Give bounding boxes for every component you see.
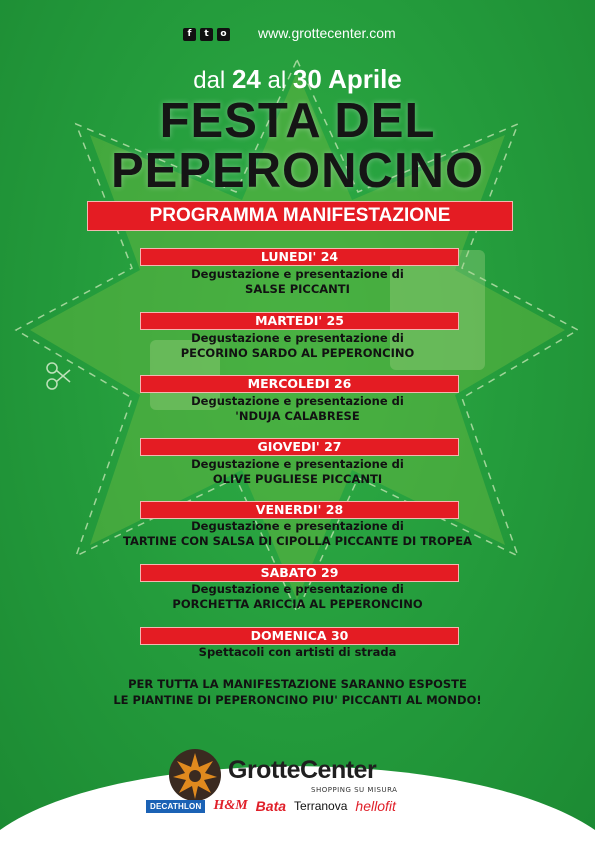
schedule-description: Degustazione e presentazione di bbox=[191, 267, 404, 281]
grottecenter-logo-icon bbox=[168, 748, 222, 802]
store-logos bbox=[146, 798, 396, 814]
date-end: 30 Aprile bbox=[292, 64, 402, 94]
schedule-product: SALSE PICCANTI bbox=[245, 282, 350, 296]
facebook-icon[interactable]: f bbox=[183, 28, 196, 41]
schedule-description: Degustazione e presentazione di bbox=[191, 582, 404, 596]
day-bar-domenica: DOMENICA 30 bbox=[140, 627, 459, 645]
schedule-product: PECORINO SARDO AL PEPERONCINO bbox=[180, 346, 415, 360]
schedule-product: 'NDUJA CALABRESE bbox=[235, 409, 360, 423]
schedule-description: Spettacoli con artisti di strada bbox=[198, 645, 397, 659]
footer-note-line1: PER TUTTA LA MANIFESTAZIONE SARANNO ESPOSTE bbox=[128, 677, 467, 691]
date-start: 24 bbox=[231, 64, 261, 94]
day-bar-sabato: SABATO 29 bbox=[140, 564, 459, 582]
brand-tagline: SHOPPING SU MISURA bbox=[311, 786, 398, 794]
day-bar-giovedi: GIOVEDI' 27 bbox=[140, 438, 459, 456]
dates-middle: al bbox=[267, 67, 287, 94]
hm-logo: H&M bbox=[213, 798, 248, 813]
website-link[interactable]: www.grottecenter.com bbox=[258, 25, 396, 41]
event-title-line2: PEPERONCINO bbox=[110, 144, 485, 198]
schedule-description: Degustazione e presentazione di bbox=[191, 331, 404, 345]
instagram-icon[interactable]: o bbox=[217, 28, 230, 41]
day-bar-martedi: MARTEDI' 25 bbox=[140, 312, 459, 330]
bata-logo: Bata bbox=[255, 798, 287, 814]
hellofit-logo: hellofit bbox=[355, 798, 396, 814]
dates-prefix: dal bbox=[193, 67, 226, 94]
brand-name: GrotteCenter bbox=[228, 756, 377, 784]
schedule-description: Degustazione e presentazione di bbox=[191, 394, 404, 408]
event-title-line1: FESTA DEL bbox=[159, 94, 436, 148]
decathlon-logo: DECATHLON bbox=[146, 800, 205, 813]
schedule-product: TARTINE CON SALSA DI CIPOLLA PICCANTE DI TROPEA bbox=[123, 534, 472, 548]
day-bar-lunedi: LUNEDI' 24 bbox=[140, 248, 459, 266]
schedule-product: PORCHETTA ARICCIA AL PEPERONCINO bbox=[172, 597, 423, 611]
footer-note-line2: LE PIANTINE DI PEPERONCINO PIU' PICCANTI AL MONDO! bbox=[113, 693, 482, 707]
day-bar-mercoledi: MERCOLEDI 26 bbox=[140, 375, 459, 393]
twitter-icon[interactable]: t bbox=[200, 28, 213, 41]
schedule-product: OLIVE PUGLIESE PICCANTI bbox=[212, 472, 383, 486]
terranova-logo: Terranova bbox=[294, 799, 348, 813]
day-bar-venerdi: VENERDI' 28 bbox=[140, 501, 459, 519]
schedule-description: Degustazione e presentazione di bbox=[191, 457, 404, 471]
program-banner-text: PROGRAMMA MANIFESTAZIONE bbox=[149, 205, 451, 226]
schedule-description: Degustazione e presentazione di bbox=[191, 519, 404, 533]
